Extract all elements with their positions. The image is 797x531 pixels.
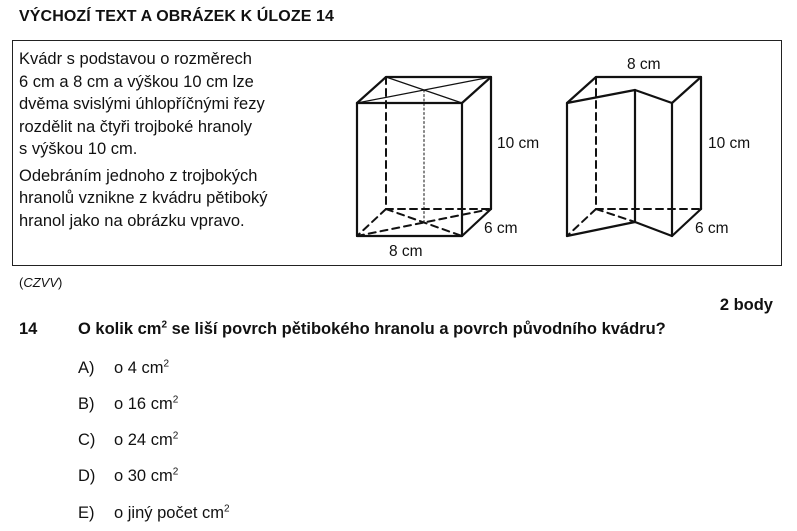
front-face: [357, 103, 462, 236]
option-superscript: 2: [172, 394, 179, 406]
option-text: o 30 cm: [114, 467, 173, 485]
question-text-start: O kolik cm: [78, 320, 162, 338]
option-text: o 24 cm: [114, 431, 173, 449]
intro-line: 6 cm a 8 cm a výškou 10 cm lze: [19, 72, 254, 91]
option-e[interactable]: [78, 504, 230, 523]
question-text-end: se liší povrch pětibokého hranolu a povrch původního kvádru?: [167, 320, 666, 338]
right-depth-label: 6 cm: [695, 220, 729, 237]
intro-line: Kvádr s podstavou o rozměrech: [19, 50, 252, 68]
intro-line: hranol jako na obrázku vpravo.: [19, 211, 245, 230]
option-superscript: 2: [163, 358, 170, 370]
intro-line: Odebráním jednoho z trojbokých: [19, 166, 258, 185]
question-text: [78, 320, 666, 339]
option-letter: C): [78, 431, 96, 449]
source-name: CZVV: [23, 275, 59, 290]
question-number: 14: [19, 320, 38, 338]
option-letter: A): [78, 359, 95, 377]
intro-line: hranolů vznikne z kvádru pětiboký: [19, 189, 268, 207]
option-d[interactable]: [78, 467, 178, 486]
option-letter: B): [78, 395, 95, 413]
option-c[interactable]: [78, 431, 178, 450]
option-superscript: 2: [224, 503, 230, 515]
option-b[interactable]: [78, 395, 178, 414]
hidden-inner-edge: [596, 209, 635, 222]
section-heading: VÝCHOZÍ TEXT A OBRÁZEK K ÚLOZE 14: [19, 8, 335, 25]
left-height-label: 10 cm: [497, 135, 540, 152]
right-height-label: 10 cm: [708, 135, 751, 152]
option-letter: E): [78, 504, 95, 522]
option-letter: D): [78, 467, 96, 485]
right-top-label: 8 cm: [627, 56, 661, 73]
intro-line: dvěma svislými úhlopříčnými řezy: [19, 95, 265, 113]
option-text: o 16 cm: [114, 395, 173, 413]
source-note: (CZVV): [19, 275, 63, 290]
option-text: o 4 cm: [114, 359, 164, 377]
question-superscript: 2: [161, 319, 168, 331]
option-a[interactable]: [78, 359, 169, 378]
intro-line: rozdělit na čtyři trojboké hranoly: [19, 117, 252, 136]
intro-line: s výškou 10 cm.: [19, 140, 138, 158]
option-text: o jiný počet cm: [114, 504, 225, 522]
option-superscript: 2: [172, 430, 179, 442]
points-label: 2 body: [719, 296, 773, 314]
option-superscript: 2: [172, 466, 179, 478]
left-width-label: 8 cm: [389, 243, 423, 260]
pentagonal-prism-figure: [567, 77, 701, 236]
cuboid-figure: [357, 77, 491, 236]
left-depth-label: 6 cm: [484, 220, 518, 237]
